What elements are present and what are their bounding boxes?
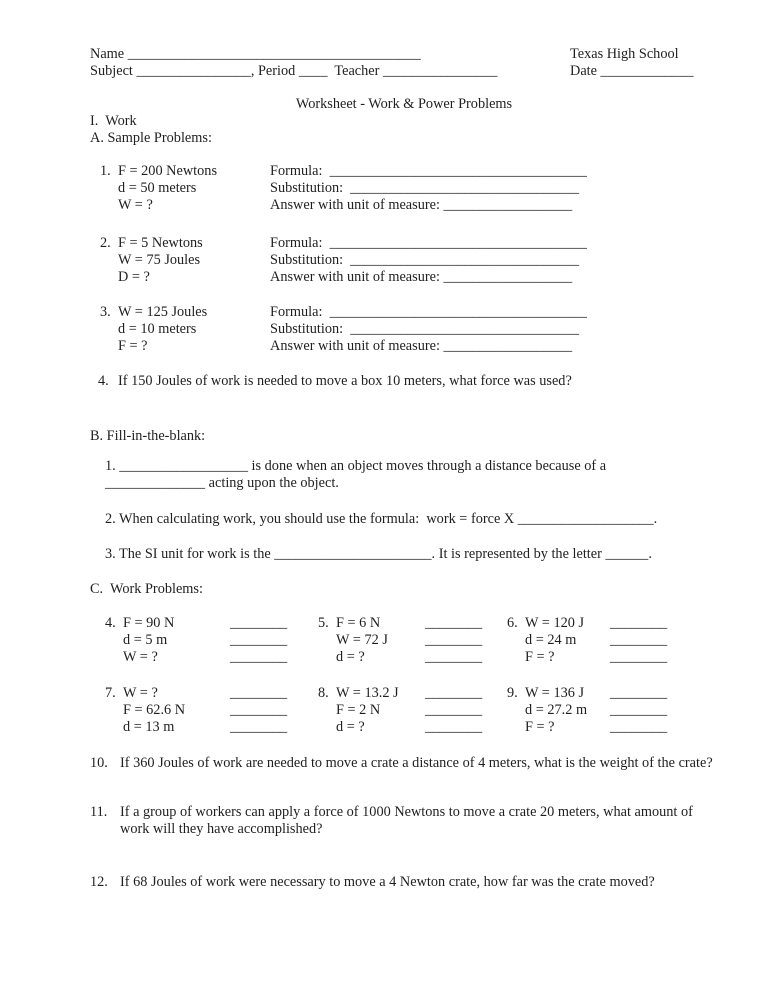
formula-line: Formula: ____________________________________ (270, 163, 587, 179)
sample-word-problem-4 (98, 373, 718, 390)
fill-in-item-1 (105, 458, 718, 492)
givens-list (118, 163, 217, 214)
subject-period-teacher-line: Subject ________________, Period ____ Teacher ________________ (90, 63, 498, 79)
given-value: W = 13.2 J (336, 685, 399, 701)
blank-line: ________ (425, 649, 483, 665)
sample-problem-2-answers (270, 235, 587, 286)
answer-blanks (230, 685, 287, 736)
answer-unit-line: Answer with unit of measure: __________________ (270, 269, 573, 285)
fill-in-line: ______________ acting upon the object. (105, 475, 339, 491)
problem-text: If a group of workers can apply a force of 1000 Newtons to move a crate 20 meters, what amount of work will they have accomplished? (120, 804, 697, 837)
header (90, 46, 718, 80)
problem-text: If 150 Joules of work is needed to move a box 10 meters, what force was used? (118, 373, 572, 389)
given-value: F = ? (525, 719, 555, 735)
given-value: F = 62.6 N (123, 702, 186, 718)
answer-blanks (610, 615, 667, 666)
givens-list (525, 685, 610, 736)
blank-line: ________ (425, 702, 483, 718)
problem-number: 11. (90, 804, 108, 820)
blank-line: ________ (610, 615, 668, 631)
answer-blanks (425, 685, 482, 736)
answer-blanks (230, 615, 287, 666)
given-value: d = 10 meters (118, 321, 197, 337)
work-problem-9 (507, 685, 718, 736)
given-value: W = 75 Joules (118, 252, 201, 268)
given-value: F = 200 Newtons (118, 163, 218, 179)
problem-number: 6. (507, 615, 518, 631)
problem-number: 9. (507, 685, 518, 701)
answer-unit-line: Answer with unit of measure: __________________ (270, 197, 573, 213)
work-problem-7 (105, 685, 318, 736)
substitution-line: Substitution: ________________________________ (270, 321, 579, 337)
given-value: d = 24 m (525, 632, 577, 648)
blank-line: ________ (230, 685, 288, 701)
given-value: d = ? (336, 719, 365, 735)
blank-line: ________ (425, 685, 483, 701)
given-value: W = 120 J (525, 615, 585, 631)
blank-line: ________ (425, 632, 483, 648)
worksheet-title: Worksheet - Work & Power Problems (295, 96, 513, 112)
work-problem-4 (105, 615, 318, 666)
given-value: d = 50 meters (118, 180, 197, 196)
word-problem-11 (90, 804, 718, 838)
given-value: W = 72 J (336, 632, 388, 648)
problem-number: 10. (90, 755, 108, 771)
sample-problem-3-givens (100, 304, 270, 355)
problem-text: If 360 Joules of work are needed to move a crate a distance of 4 meters, what is the weight of the crate? (120, 755, 713, 771)
formula-line: Formula: ____________________________________ (270, 235, 587, 251)
blank-line: ________ (610, 632, 668, 648)
blank-line: ________ (610, 685, 668, 701)
blank-line: ________ (610, 719, 668, 735)
problem-number: 4. (98, 373, 109, 389)
blank-line: ________ (610, 649, 668, 665)
problem-number: 12. (90, 874, 108, 890)
given-value: F = ? (525, 649, 555, 665)
given-value: W = 125 Joules (118, 304, 208, 320)
blank-line: ________ (230, 649, 288, 665)
answer-unit-line: Answer with unit of measure: __________________ (270, 338, 573, 354)
problem-text: If 68 Joules of work were necessary to move a 4 Newton crate, how far was the crate moved? (120, 874, 655, 890)
blank-line: ________ (230, 632, 288, 648)
givens-list (336, 685, 425, 736)
blank-line: ________ (610, 702, 668, 718)
given-value: W = ? (123, 649, 158, 665)
problem-number: 2. (100, 235, 111, 251)
blank-line: ________ (425, 719, 483, 735)
fill-in-item-3: 3. The SI unit for work is the ______________________. It is represented by the letter ______. (105, 546, 652, 562)
given-value: F = 6 N (336, 615, 381, 631)
givens-list (118, 304, 207, 355)
school-info-block (570, 46, 718, 80)
work-problems-row-1 (105, 615, 718, 666)
given-value: F = ? (118, 338, 148, 354)
formula-line: Formula: ____________________________________ (270, 304, 587, 320)
sample-problem-1-givens (100, 163, 270, 214)
givens-list (525, 615, 610, 666)
fill-in-line: 1. __________________ is done when an object moves through a distance because of a (105, 458, 607, 474)
fill-in-item-2: 2. When calculating work, you should use the formula: work = force X ___________________. (105, 511, 658, 527)
given-value: W = 136 J (525, 685, 585, 701)
given-value: d = 27.2 m (525, 702, 588, 718)
blank-line: ________ (230, 615, 288, 631)
date-line: Date _____________ (570, 63, 694, 79)
student-info-block (90, 46, 497, 80)
given-value: F = 90 N (123, 615, 175, 631)
blank-line: ________ (230, 702, 288, 718)
sample-problem-3 (100, 304, 718, 355)
work-problem-5 (318, 615, 507, 666)
given-value: d = 13 m (123, 719, 175, 735)
word-problem-10 (90, 755, 718, 772)
given-value: d = 5 m (123, 632, 168, 648)
section-c-heading: C. Work Problems: (90, 581, 203, 597)
problem-number: 7. (105, 685, 116, 701)
answer-blanks (610, 685, 667, 736)
given-value: d = ? (336, 649, 365, 665)
section-work-heading: I. Work (90, 113, 137, 129)
blank-line: ________ (230, 719, 288, 735)
given-value: W = ? (123, 685, 158, 701)
sample-problem-1-answers (270, 163, 587, 214)
givens-list (336, 615, 425, 666)
sample-problem-1 (100, 163, 718, 214)
substitution-line: Substitution: ________________________________ (270, 180, 579, 196)
sample-problem-3-answers (270, 304, 587, 355)
word-problem-12 (90, 874, 718, 891)
sample-problem-2-givens (100, 235, 270, 286)
given-value: F = 2 N (336, 702, 381, 718)
substitution-line: Substitution: ________________________________ (270, 252, 579, 268)
givens-list (118, 235, 203, 286)
section-b-heading: B. Fill-in-the-blank: (90, 428, 206, 444)
givens-list (123, 685, 230, 736)
answer-blanks (425, 615, 482, 666)
name-line: Name _________________________________________ (90, 46, 421, 62)
given-value: W = ? (118, 197, 153, 213)
problem-number: 3. (100, 304, 111, 320)
section-a-heading: A. Sample Problems: (90, 130, 212, 146)
problem-number: 1. (100, 163, 111, 179)
sample-problem-2 (100, 235, 718, 286)
blank-line: ________ (425, 615, 483, 631)
problem-number: 4. (105, 615, 116, 631)
givens-list (123, 615, 230, 666)
work-problem-6 (507, 615, 718, 666)
given-value: F = 5 Newtons (118, 235, 203, 251)
problem-number: 5. (318, 615, 329, 631)
given-value: D = ? (118, 269, 150, 285)
school-name: Texas High School (570, 46, 679, 62)
work-problems-row-2 (105, 685, 718, 736)
work-problem-8 (318, 685, 507, 736)
problem-number: 8. (318, 685, 329, 701)
